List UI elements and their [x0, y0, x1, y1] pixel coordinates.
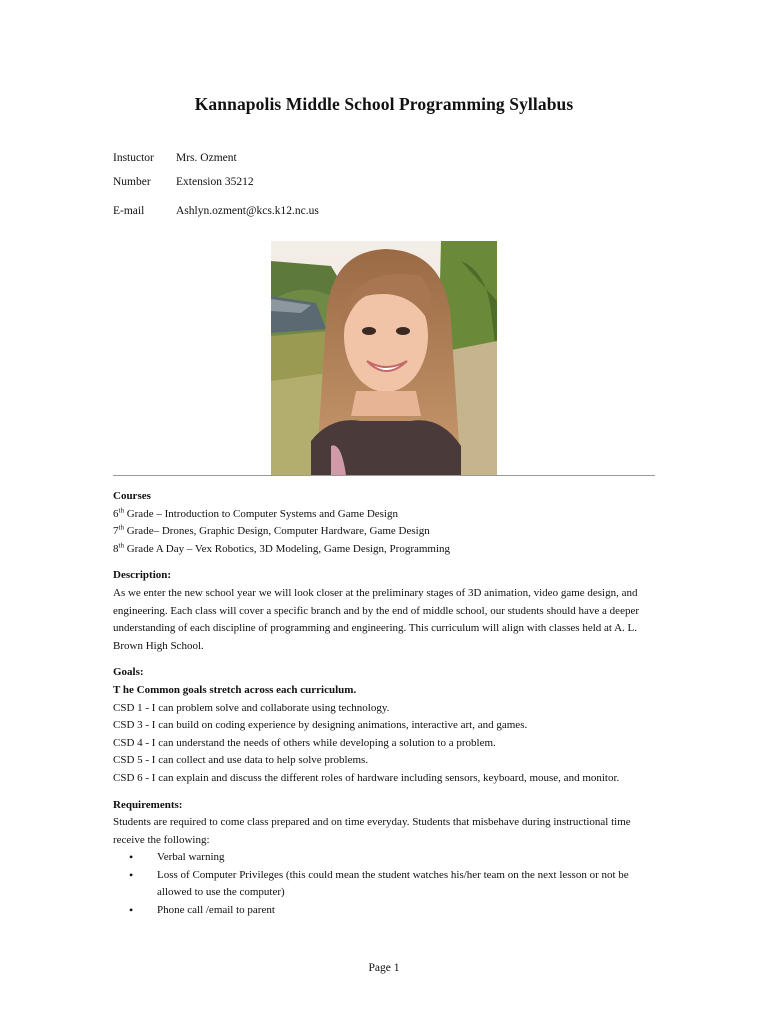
instructor-row — [113, 152, 237, 164]
course-item — [113, 523, 658, 541]
section-divider — [113, 475, 655, 476]
course-item — [113, 541, 658, 559]
courses-heading: Courses — [113, 490, 151, 502]
page-title: Kannapolis Middle School Programming Syllabus — [194, 94, 574, 114]
requirements-line: receive the following: — [113, 833, 210, 846]
course-text: Grade– Drones, Graphic Design, Computer Hardware, Game Design — [123, 525, 430, 538]
email-label: E-mail — [113, 205, 145, 217]
course-text: Grade A Day – Vex Robotics, 3D Modeling, Game Design, Programming — [123, 542, 451, 555]
instructor-value: Mrs. Ozment — [176, 152, 237, 164]
description-line: engineering. Each class will cover a specific branch and by the end of middle school, our students should have a deeper — [113, 604, 639, 617]
email-row — [113, 205, 319, 217]
description-line: Brown High School. — [113, 639, 204, 652]
goals-subheading: T he Common goals stretch across each curriculum. — [113, 683, 357, 696]
course-item — [113, 506, 658, 524]
number-value: Extension 35212 — [176, 176, 254, 188]
description-heading: Description: — [113, 569, 172, 582]
goal-item: CSD 3 - I can build on coding experience by designing animations, interactive art, and games. — [113, 719, 528, 732]
instructor-photo-icon — [271, 241, 497, 475]
consequence-item: • Loss of Computer Privileges (this could mean the student watches his/her team on the next lesson or not be allowed to use the computer) — [157, 867, 658, 902]
description-line: understanding of each discipline of programming and engineering. This curriculum will align with classes held at A. L. — [113, 622, 638, 635]
number-row — [113, 176, 254, 188]
goal-item: CSD 5 - I can collect and use data to help solve problems. — [113, 754, 369, 767]
course-grade-suffix: th — [118, 523, 124, 532]
description-line: As we enter the new school year we will look closer at the preliminary stages of 3D animation, video game design, and — [113, 586, 638, 599]
goals-heading: Goals: — [113, 666, 144, 679]
requirements-line: Students are required to come class prepared and on time everyday. Students that misbehave during instructional time — [113, 816, 631, 829]
goal-item: CSD 4 - I can understand the needs of others while developing a solution to a problem. — [113, 736, 496, 749]
instructor-label: Instuctor — [113, 152, 154, 164]
consequence-item: • Verbal warning — [157, 849, 658, 867]
goal-item: CSD 1 - I can problem solve and collaborate using technology. — [113, 701, 390, 714]
goal-item: CSD 6 - I can explain and discuss the different roles of hardware including sensors, keyboard, mouse, and monitor. — [113, 771, 620, 784]
number-label: Number — [113, 176, 151, 188]
course-text: Grade – Introduction to Computer Systems and Game Design — [123, 507, 398, 520]
syllabus-body — [113, 488, 658, 920]
course-grade-suffix: th — [118, 505, 124, 514]
course-grade: 6 — [113, 507, 119, 520]
consequence-list — [113, 849, 658, 919]
course-grade: 8 — [113, 542, 119, 555]
course-grade-suffix: th — [118, 541, 124, 550]
course-grade: 7 — [113, 525, 119, 538]
consequence-item: • Phone call /email to parent — [157, 902, 658, 920]
page-number: Page 1 — [368, 962, 400, 974]
email-value[interactable]: Ashlyn.ozment@kcs.k12.nc.us — [176, 205, 319, 217]
requirements-heading: Requirements: — [113, 798, 183, 811]
